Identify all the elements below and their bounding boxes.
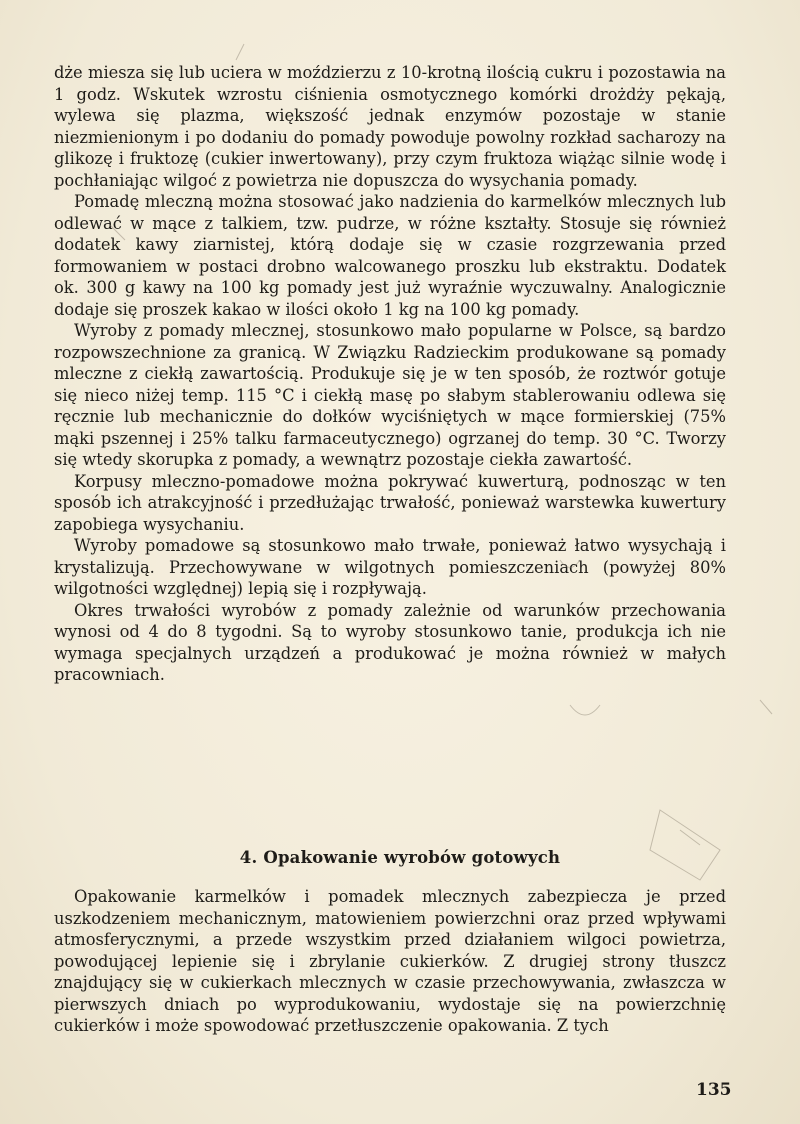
paragraph-shelf-life: Okres trwałości wyrobów z pomady zależnie od warunków przechowania wynosi od 4 do 8 tygodni. Są to wyroby stosunkowo tanie, produkcja ich nie wymaga specjalnych urządzeń a produkować je można również w małych pracowniach. bbox=[54, 600, 726, 684]
paragraph-storage: Wyroby pomadowe są stosunkowo mało trwałe, ponieważ łatwo wysychają i krystalizują. Przechowywane w wilgotnych pomieszczeniach (powyżej 80% wilgotności względnej) lepią się i rozpływają. bbox=[54, 536, 726, 598]
paragraph-packaging: Opakowanie karmelków i pomadek mlecznych zabezpiecza je przed uszkodzeniem mechanicznym, matowieniem powierzchni oraz przed wpływami atmosferycznymi, a przede wszystkim przed działaniem wilgoci powietrza, powodującej lepienie się i zbrylanie cukierków. Z drugiej strony tłuszcz znajdujący się w cukierkach mlecznych w czasie przechowywania, zwłaszcza w pierwszych dniach po wyprodukowaniu, wydostaje się na powierzchnię cukierków i może spowodować przetłuszczenie opakowania. Z tych bbox=[54, 887, 726, 1035]
pencil-stroke bbox=[650, 810, 720, 880]
paragraph-couverture: Korpusy mleczno-pomadowe można pokrywać kuwerturą, podnosząc w ten sposób ich atrakcyjność i przedłużając trwałość, ponieważ warstewka kuwertury zapobiega wysychaniu. bbox=[54, 471, 726, 534]
paragraph-continued: dże miesza się lub uciera w moździerzu z 10-krotną ilością cukru i pozostawia na 1 godz. Wskutek wzrostu ciśnienia osmotycznego komórki drożdży pękają, wylewa się plazma, większość jednak enzymów pozostaje w stanie niezmienionym i po dodaniu do pomady powoduje powolny rozkład sacharozy na glikozę i fruktozę (cukier inwertowany), przy czym fruktoza wiążąc silnie wodę i pochłaniając wilgoć z powietrza nie dopuszcza do wysychania pomady. bbox=[54, 63, 726, 190]
paragraph-pomada-uses: Pomadę mleczną można stosować jako nadzienia do karmelków mlecznych lub odlewać w mące z talkiem, tzw. pudrze, w różne kształty. Stosuje się również dodatek kawy ziarnistej, którą dodaje się w czasie rozgrzewania przed formowaniem w postaci drobno walcowanego proszku lub ekstraktu. Dodatek ok. 300 g kawy na 100 kg pomady jest już wyraźnie wyczuwalny. Analogicznie dodaje się proszek kakao w ilości około 1 kg na 100 kg pomady. bbox=[54, 192, 726, 319]
page-number: 135 bbox=[696, 1080, 732, 1100]
pencil-stroke bbox=[760, 700, 772, 714]
pencil-stroke bbox=[236, 44, 244, 60]
pencil-stroke bbox=[680, 830, 700, 845]
pencil-stroke bbox=[570, 705, 600, 715]
paragraph-liquid-center: Wyroby z pomady mlecznej, stosunkowo mało popularne w Polsce, są bardzo rozpowszechnione za granicą. W Związku Radzieckim produkowane są pomady mleczne z ciekłą zawartością. Produkuje się je w ten sposób, że roztwór gotuje się nieco niżej temp. 115 °C i ciekłą masę po słabym stablerowaniu odlewa się ręcznie lub mechanicznie do dołków wyciśniętych w mące formierskiej (75% mąki pszennej i 25% talku farmaceutycznego) ogrzanej do temp. 30 °C. Tworzy się wtedy skorupka z pomady, a wewnątrz pozostaje ciekła zawartość. bbox=[54, 321, 726, 469]
body-text-bottom bbox=[54, 886, 726, 1037]
section-heading: 4. Opakowanie wyrobów gotowych bbox=[239, 848, 561, 867]
body-text-top bbox=[54, 62, 726, 686]
